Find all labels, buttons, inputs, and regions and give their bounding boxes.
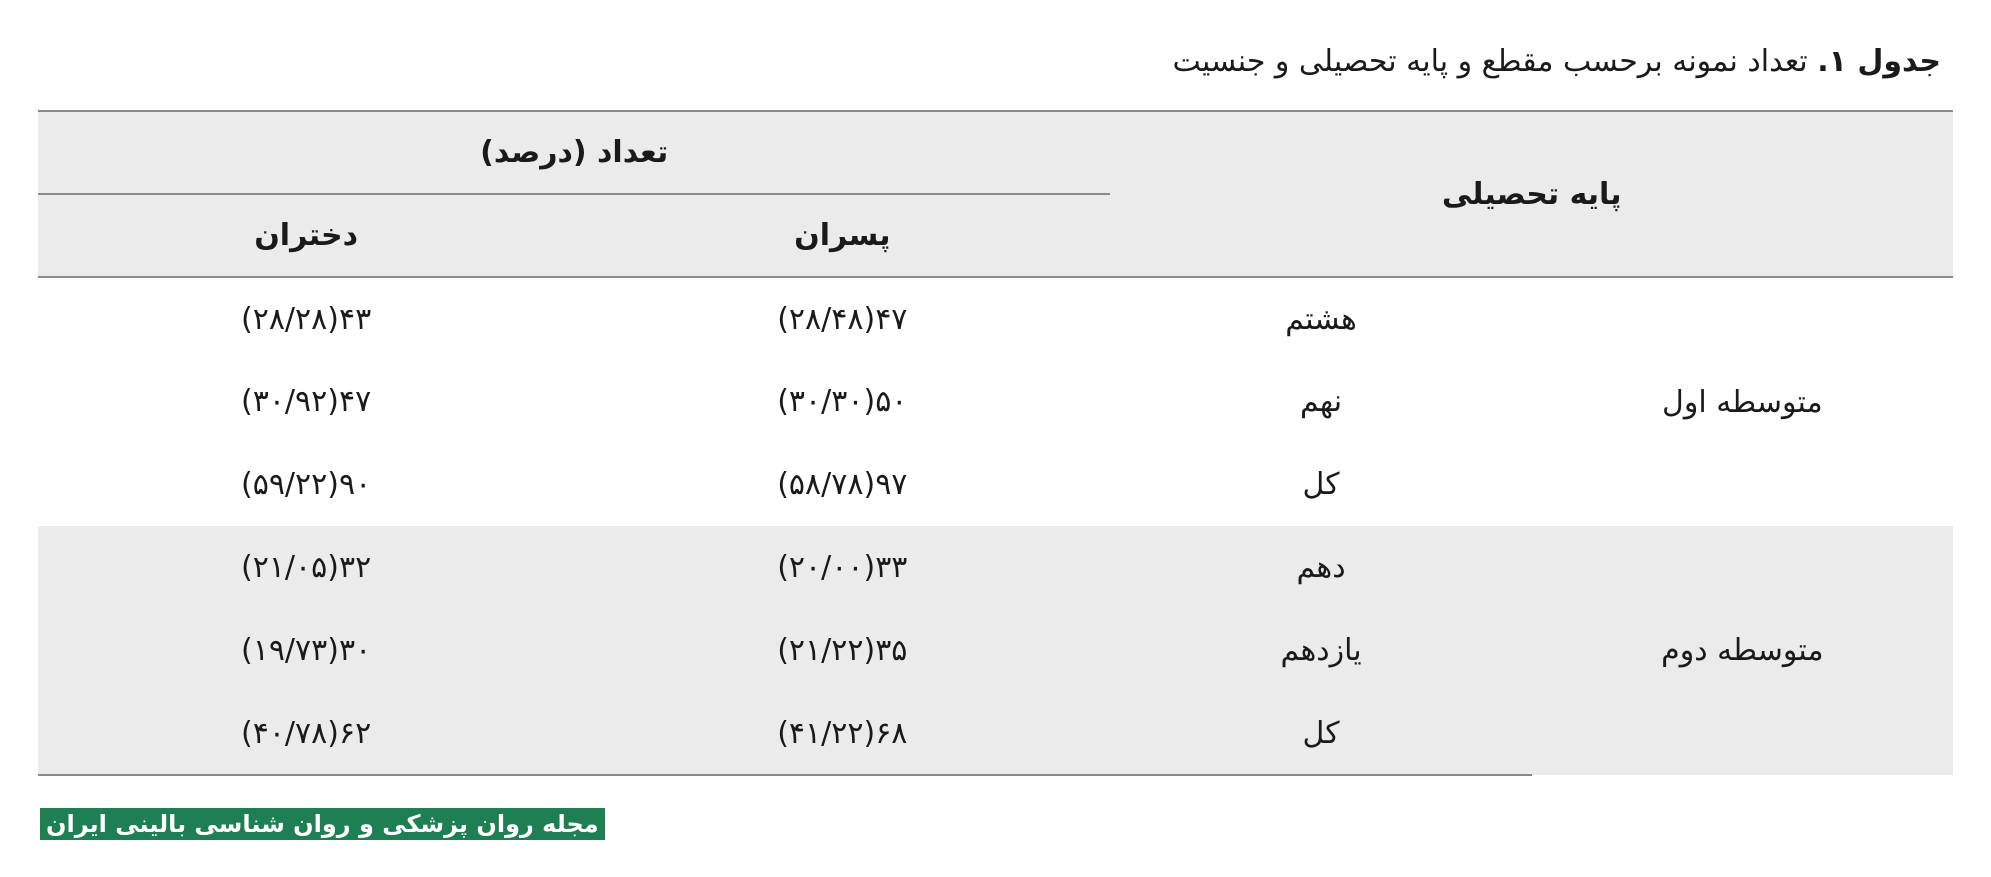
table-row xyxy=(38,277,1953,360)
boys-cell: ۳۵(۲۱/۲۲) xyxy=(777,633,908,668)
header-girls: دختران xyxy=(38,194,574,277)
table-row xyxy=(38,526,1953,609)
girls-cell: ۳۲(۲۱/۰۵) xyxy=(240,550,372,585)
sample-table xyxy=(38,110,1953,776)
journal-name-logo: مجله روان پزشکی و روان شناسی بالینی ایران xyxy=(40,808,605,840)
girls-cell: ۶۲(۴۰/۷۸) xyxy=(38,692,574,775)
boys-cell: ۳۳(۲۰/۰۰) xyxy=(777,550,908,585)
level-cell: متوسطه اول xyxy=(1662,384,1823,420)
grade-cell: کل xyxy=(1110,692,1531,775)
boys-cell: ۶۸(۴۱/۲۲) xyxy=(574,692,1110,775)
caption-label: جدول ۱. xyxy=(1817,44,1941,79)
grade-cell: کل xyxy=(1302,467,1340,502)
group-upper-secondary xyxy=(38,526,1953,775)
boys-cell: ۴۷(۲۸/۴۸) xyxy=(777,301,908,337)
level-cell: متوسطه دوم xyxy=(1661,633,1824,668)
grade-cell: یازدهم xyxy=(1280,633,1362,668)
boys-cell: ۵۰(۳۰/۳۰) xyxy=(777,384,908,419)
group-lower-secondary xyxy=(38,277,1953,526)
grade-cell: نهم xyxy=(1299,384,1343,419)
girls-cell: ۹۰(۵۹/۲۲) xyxy=(240,467,372,502)
girls-cell: ۳۰(۱۹/۷۳) xyxy=(240,633,372,668)
sample-table-container xyxy=(38,110,1953,776)
girls-cell: ۴۳(۲۸/۲۸) xyxy=(240,301,372,337)
header-boys: پسران xyxy=(574,194,1110,277)
table-caption xyxy=(41,38,1941,86)
girls-cell: ۴۷(۳۰/۹۲) xyxy=(240,384,372,419)
grade-cell: هشتم xyxy=(1285,301,1357,337)
table-header xyxy=(38,111,1953,277)
boys-cell: ۹۷(۵۸/۷۸) xyxy=(777,467,908,502)
header-grade: پایه تحصیلی xyxy=(1110,111,1953,277)
caption-text: تعداد نمونه برحسب مقطع و پایه تحصیلی و جنسیت xyxy=(1172,44,1808,79)
header-count-group: تعداد (درصد) xyxy=(38,111,1110,194)
grade-cell: دهم xyxy=(1296,550,1346,585)
